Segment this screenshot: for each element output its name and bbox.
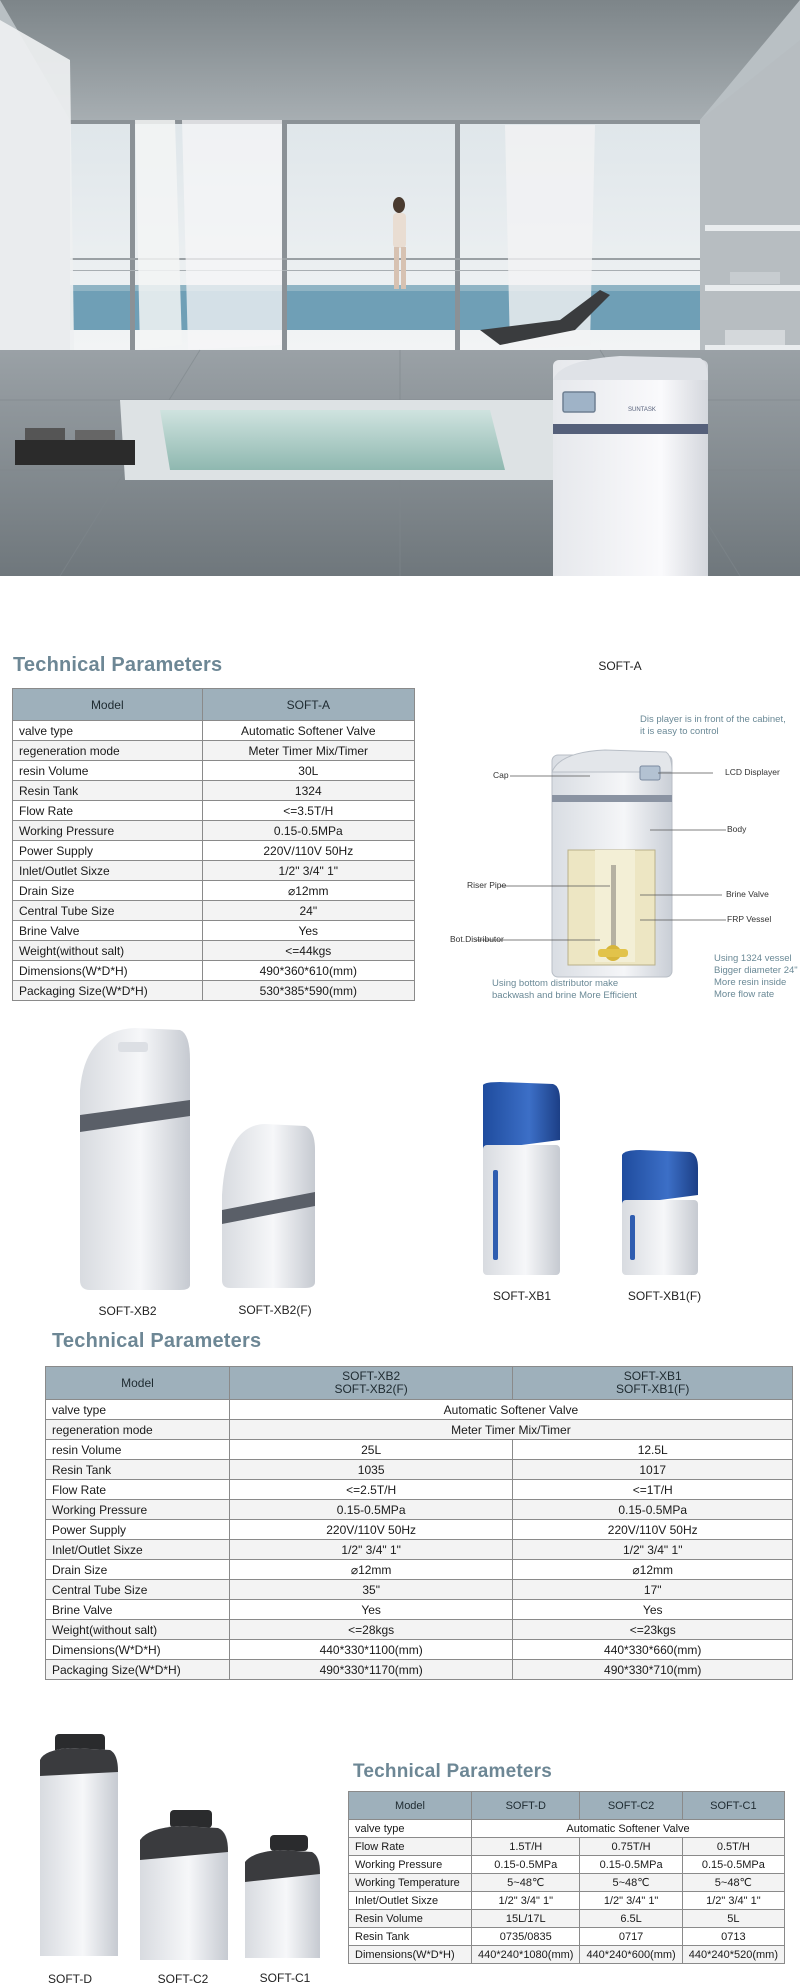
diagram-note-bottom-right bbox=[714, 953, 800, 1001]
table-row bbox=[46, 1460, 793, 1480]
row-value-xb1: <=23kgs bbox=[513, 1620, 793, 1640]
table-row bbox=[349, 1874, 785, 1892]
label-brine-valve: Brine Valve bbox=[726, 889, 769, 899]
table-row bbox=[13, 941, 415, 961]
row-label: Central Tube Size bbox=[46, 1580, 230, 1600]
table-row bbox=[46, 1480, 793, 1500]
row-value-merged: Automatic Softener Valve bbox=[472, 1820, 785, 1838]
row-label: Packaging Size(W*D*H) bbox=[46, 1660, 230, 1680]
row-value: 490*360*610(mm) bbox=[202, 961, 414, 981]
row-label: Brine Valve bbox=[46, 1600, 230, 1620]
row-label: Inlet/Outlet Sixze bbox=[46, 1540, 230, 1560]
caption-soft-d: SOFT-D bbox=[48, 1972, 92, 1986]
row-value-xb2: <=2.5T/H bbox=[229, 1480, 513, 1500]
row-value-xb1: <=1T/H bbox=[513, 1480, 793, 1500]
row-label: Flow Rate bbox=[46, 1480, 230, 1500]
header-line: SOFT-XB1 bbox=[623, 1369, 682, 1383]
row-label: Central Tube Size bbox=[13, 901, 203, 921]
row-label: resin Volume bbox=[13, 761, 203, 781]
table-header-model: Model bbox=[46, 1367, 230, 1400]
table-row bbox=[349, 1856, 785, 1874]
row-label: Power Supply bbox=[46, 1520, 230, 1540]
table-row bbox=[46, 1580, 793, 1600]
table-row bbox=[46, 1400, 793, 1420]
row-label: Dimensions(W*D*H) bbox=[349, 1946, 472, 1964]
table-row bbox=[46, 1640, 793, 1660]
row-value-xb2: 490*330*1170(mm) bbox=[229, 1660, 513, 1680]
row-value: 30L bbox=[202, 761, 414, 781]
table-row bbox=[13, 741, 415, 761]
row-value: Meter Timer Mix/Timer bbox=[202, 741, 414, 761]
table-header-soft-c1: SOFT-C1 bbox=[682, 1792, 784, 1820]
row-value-xb1: 440*330*660(mm) bbox=[513, 1640, 793, 1660]
row-value: Automatic Softener Valve bbox=[202, 721, 414, 741]
table-row bbox=[46, 1560, 793, 1580]
table-row bbox=[349, 1946, 785, 1964]
table-row bbox=[13, 821, 415, 841]
row-value-soft-d: 1/2" 3/4" 1" bbox=[472, 1892, 580, 1910]
row-value-soft-d: 5~48℃ bbox=[472, 1874, 580, 1892]
row-value-soft-c2: 6.5L bbox=[580, 1910, 682, 1928]
row-value-soft-d: 1.5T/H bbox=[472, 1838, 580, 1856]
row-value-soft-c1: 5~48℃ bbox=[682, 1874, 784, 1892]
row-label: Weight(without salt) bbox=[46, 1620, 230, 1640]
label-body: Body bbox=[727, 824, 747, 834]
row-value-merged: Meter Timer Mix/Timer bbox=[229, 1420, 792, 1440]
section2-title: Technical Parameters bbox=[52, 1330, 262, 1352]
row-label: regeneration mode bbox=[46, 1420, 230, 1440]
diagram-note-bottom-left bbox=[492, 978, 662, 1002]
row-label: resin Volume bbox=[46, 1440, 230, 1460]
row-value-xb2: 1035 bbox=[229, 1460, 513, 1480]
row-label: Dimensions(W*D*H) bbox=[13, 961, 203, 981]
products-xb-images bbox=[0, 1020, 800, 1320]
note-line: backwash and brine More Efficient bbox=[492, 990, 638, 1001]
table-header-soft-a: SOFT-A bbox=[202, 689, 414, 721]
row-label: Drain Size bbox=[46, 1560, 230, 1580]
row-label: valve type bbox=[349, 1820, 472, 1838]
row-label: Inlet/Outlet Sixze bbox=[13, 861, 203, 881]
row-value-xb2: <=28kgs bbox=[229, 1620, 513, 1640]
row-value-soft-c2: 1/2" 3/4" 1" bbox=[580, 1892, 682, 1910]
row-value-xb1: 12.5L bbox=[513, 1440, 793, 1460]
table-row bbox=[46, 1660, 793, 1680]
cutaway-diagram bbox=[430, 700, 800, 1020]
row-value-xb2: Yes bbox=[229, 1600, 513, 1620]
products-d-c-images bbox=[0, 1720, 340, 1972]
label-lcd-displayer: LCD Displayer bbox=[725, 767, 780, 777]
table-row bbox=[46, 1600, 793, 1620]
row-value: 1/2" 3/4" 1" bbox=[202, 861, 414, 881]
row-value: <=3.5T/H bbox=[202, 801, 414, 821]
row-label: Resin Tank bbox=[13, 781, 203, 801]
table-row bbox=[349, 1820, 785, 1838]
row-label: Working Pressure bbox=[349, 1856, 472, 1874]
table-row bbox=[349, 1910, 785, 1928]
row-value-soft-c2: 0.75T/H bbox=[580, 1838, 682, 1856]
spec-table-soft-xb bbox=[45, 1366, 793, 1680]
row-value-soft-d: 15L/17L bbox=[472, 1910, 580, 1928]
row-value-soft-d: 440*240*1080(mm) bbox=[472, 1946, 580, 1964]
row-label: Dimensions(W*D*H) bbox=[46, 1640, 230, 1660]
row-label: Packaging Size(W*D*H) bbox=[13, 981, 203, 1001]
note-line: Using 1324 vessel bbox=[714, 953, 792, 964]
row-label: Brine Valve bbox=[13, 921, 203, 941]
note-line: More resin inside bbox=[714, 977, 787, 988]
row-value-xb2: 440*330*1100(mm) bbox=[229, 1640, 513, 1660]
header-line: SOFT-XB2 bbox=[342, 1369, 401, 1383]
table-row bbox=[46, 1500, 793, 1520]
table-header-model: Model bbox=[13, 689, 203, 721]
caption-soft-xb2: SOFT-XB2 bbox=[98, 1304, 157, 1318]
table-row bbox=[349, 1892, 785, 1910]
row-value: 24" bbox=[202, 901, 414, 921]
row-value-xb1: 490*330*710(mm) bbox=[513, 1660, 793, 1680]
row-label: Resin Tank bbox=[349, 1928, 472, 1946]
table-header-xb1 bbox=[513, 1367, 793, 1400]
row-value: 220V/110V 50Hz bbox=[202, 841, 414, 861]
table-row bbox=[13, 981, 415, 1001]
row-value-soft-c1: 1/2" 3/4" 1" bbox=[682, 1892, 784, 1910]
spec-table-soft-d-c bbox=[348, 1791, 785, 1964]
row-value-soft-c1: 0.5T/H bbox=[682, 1838, 784, 1856]
table-row bbox=[46, 1540, 793, 1560]
row-value: <=44kgs bbox=[202, 941, 414, 961]
row-value: 530*385*590(mm) bbox=[202, 981, 414, 1001]
row-label: Flow Rate bbox=[13, 801, 203, 821]
label-bot-distributor: Bot.Distributor bbox=[450, 934, 504, 944]
row-value: 0.15-0.5MPa bbox=[202, 821, 414, 841]
table-row bbox=[13, 861, 415, 881]
row-value-xb2: ⌀12mm bbox=[229, 1560, 513, 1580]
table-row bbox=[13, 781, 415, 801]
row-value-xb1: 0.15-0.5MPa bbox=[513, 1500, 793, 1520]
row-value-merged: Automatic Softener Valve bbox=[229, 1400, 792, 1420]
row-label: Inlet/Outlet Sixze bbox=[349, 1892, 472, 1910]
table-row bbox=[13, 921, 415, 941]
row-value-xb2: 25L bbox=[229, 1440, 513, 1460]
note-line: Dis player is in front of the cabinet, bbox=[640, 714, 786, 725]
row-value-xb2: 0.15-0.5MPa bbox=[229, 1500, 513, 1520]
row-value: Yes bbox=[202, 921, 414, 941]
row-value-soft-c2: 0717 bbox=[580, 1928, 682, 1946]
table-row bbox=[46, 1620, 793, 1640]
row-label: valve type bbox=[46, 1400, 230, 1420]
hero-bathroom-scene bbox=[0, 0, 800, 576]
row-value: 1324 bbox=[202, 781, 414, 801]
table-row bbox=[13, 761, 415, 781]
header-line: SOFT-XB2(F) bbox=[334, 1382, 408, 1396]
caption-soft-xb2f: SOFT-XB2(F) bbox=[238, 1303, 312, 1317]
label-riser-pipe: Riser Pipe bbox=[467, 880, 507, 890]
table-header-xb2 bbox=[229, 1367, 513, 1400]
row-value-xb1: 220V/110V 50Hz bbox=[513, 1520, 793, 1540]
caption-soft-c1: SOFT-C1 bbox=[259, 1971, 311, 1985]
row-value-xb1: Yes bbox=[513, 1600, 793, 1620]
row-value-soft-c2: 440*240*600(mm) bbox=[580, 1946, 682, 1964]
table-row bbox=[46, 1420, 793, 1440]
caption-soft-c2: SOFT-C2 bbox=[157, 1972, 209, 1986]
note-line: More flow rate bbox=[714, 989, 775, 1000]
row-label: valve type bbox=[13, 721, 203, 741]
row-label: Working Temperature bbox=[349, 1874, 472, 1892]
caption-soft-a: SOFT-A bbox=[598, 659, 642, 673]
row-value-soft-d: 0.15-0.5MPa bbox=[472, 1856, 580, 1874]
note-line: it is easy to control bbox=[640, 726, 719, 737]
row-label: Power Supply bbox=[13, 841, 203, 861]
note-line: Bigger diameter 24" bbox=[714, 965, 798, 976]
table-header-model: Model bbox=[349, 1792, 472, 1820]
row-label: Resin Tank bbox=[46, 1460, 230, 1480]
row-value-soft-d: 0735/0835 bbox=[472, 1928, 580, 1946]
table-row bbox=[46, 1440, 793, 1460]
table-row bbox=[13, 801, 415, 821]
row-label: Drain Size bbox=[13, 881, 203, 901]
table-row bbox=[349, 1928, 785, 1946]
table-header-soft-d: SOFT-D bbox=[472, 1792, 580, 1820]
row-value-xb1: ⌀12mm bbox=[513, 1560, 793, 1580]
table-row bbox=[349, 1838, 785, 1856]
row-label: Resin Volume bbox=[349, 1910, 472, 1928]
row-value-xb1: 17" bbox=[513, 1580, 793, 1600]
row-label: Working Pressure bbox=[46, 1500, 230, 1520]
table-row bbox=[13, 901, 415, 921]
table-row bbox=[46, 1520, 793, 1540]
table-row bbox=[13, 841, 415, 861]
row-value-xb2: 1/2" 3/4" 1" bbox=[229, 1540, 513, 1560]
row-label: Weight(without salt) bbox=[13, 941, 203, 961]
row-value-soft-c2: 0.15-0.5MPa bbox=[580, 1856, 682, 1874]
section1-title: Technical Parameters bbox=[13, 654, 223, 676]
row-label: Flow Rate bbox=[349, 1838, 472, 1856]
row-value-soft-c2: 5~48℃ bbox=[580, 1874, 682, 1892]
caption-soft-xb1f: SOFT-XB1(F) bbox=[627, 1289, 702, 1303]
row-value-xb1: 1017 bbox=[513, 1460, 793, 1480]
caption-soft-xb1: SOFT-XB1 bbox=[492, 1289, 551, 1303]
spec-table-soft-a bbox=[12, 688, 415, 1001]
row-label: regeneration mode bbox=[13, 741, 203, 761]
table-row bbox=[13, 881, 415, 901]
row-label: Working Pressure bbox=[13, 821, 203, 841]
table-header-soft-c2: SOFT-C2 bbox=[580, 1792, 682, 1820]
cabinet-brand-label: SUNTASK bbox=[628, 407, 656, 413]
row-value-xb2: 220V/110V 50Hz bbox=[229, 1520, 513, 1540]
row-value: ⌀12mm bbox=[202, 881, 414, 901]
table-row bbox=[13, 961, 415, 981]
row-value-xb1: 1/2" 3/4" 1" bbox=[513, 1540, 793, 1560]
section3-title: Technical Parameters bbox=[353, 1761, 553, 1782]
table-row bbox=[13, 721, 415, 741]
label-frp-vessel: FRP Vessel bbox=[727, 914, 772, 924]
label-cap: Cap bbox=[493, 770, 509, 780]
row-value-xb2: 35" bbox=[229, 1580, 513, 1600]
row-value-soft-c1: 0.15-0.5MPa bbox=[682, 1856, 784, 1874]
row-value-soft-c1: 440*240*520(mm) bbox=[682, 1946, 784, 1964]
row-value-soft-c1: 5L bbox=[682, 1910, 784, 1928]
note-line: Using bottom distributor make bbox=[492, 978, 619, 989]
row-value-soft-c1: 0713 bbox=[682, 1928, 784, 1946]
header-line: SOFT-XB1(F) bbox=[616, 1382, 690, 1396]
